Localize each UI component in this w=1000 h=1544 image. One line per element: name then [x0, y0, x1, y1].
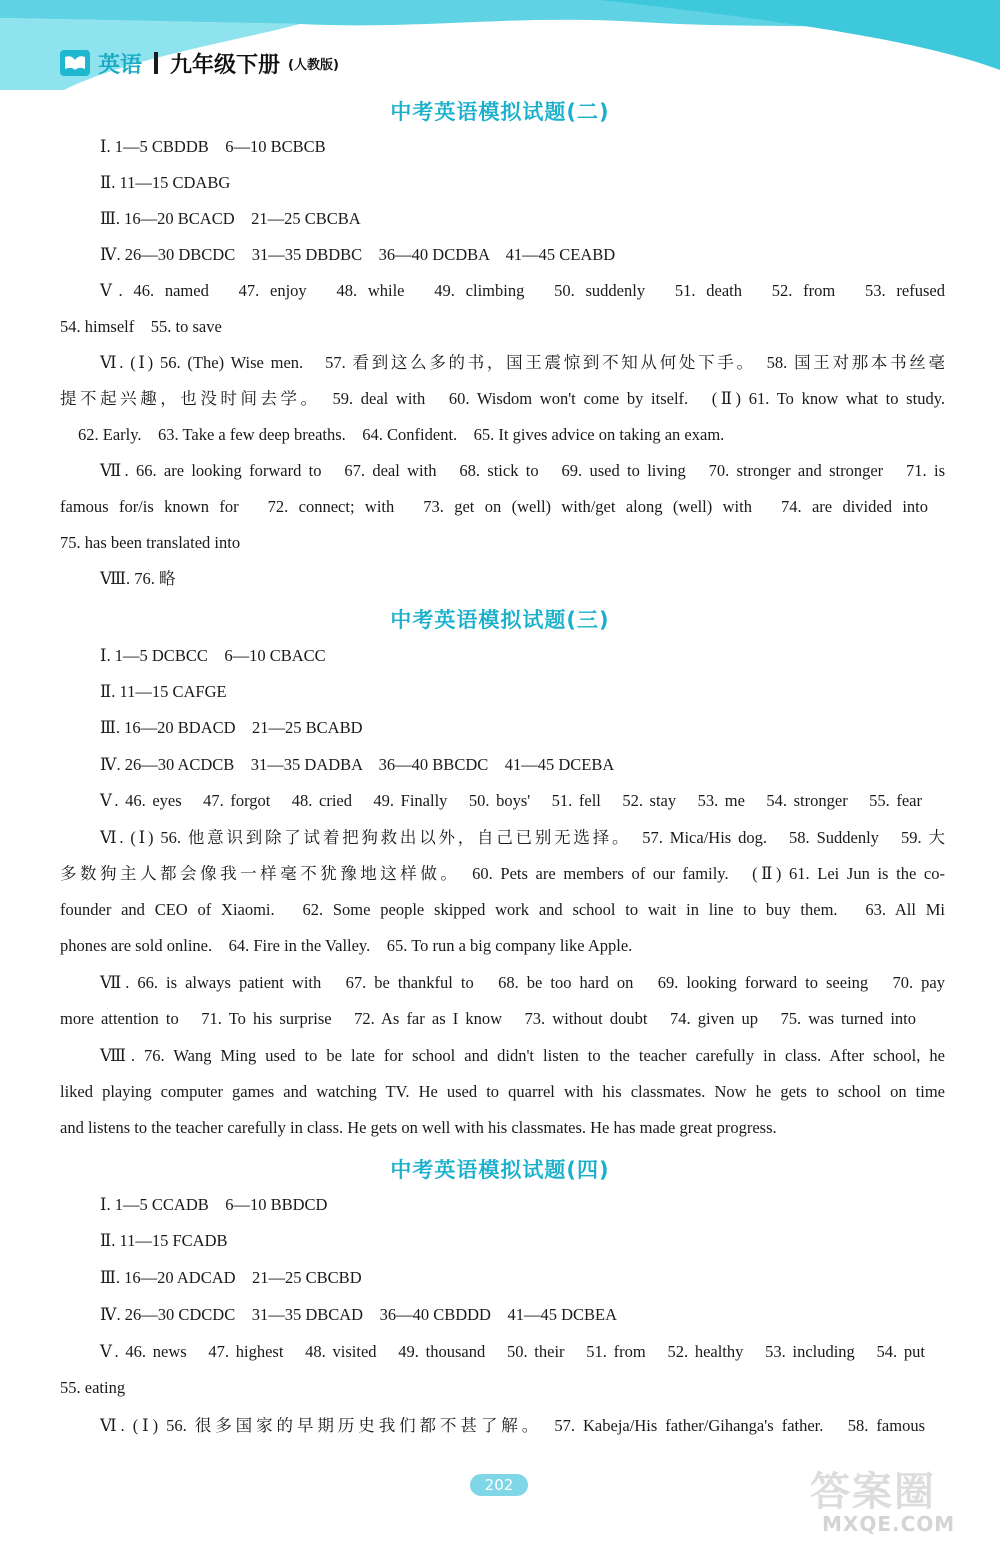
answer-line: Ⅳ. 26—30 CDCDC 31—35 DBCAD 36—40 CBDDD 41—45 DCBEA	[100, 1305, 618, 1324]
answer-line: Ⅰ. 1—5 DCBCC 6—10 CBACC	[100, 646, 326, 665]
subject-label: 英语	[98, 52, 143, 78]
answer-line: Ⅰ. 1—5 CCADB 6—10 BBDCD	[100, 1195, 328, 1214]
answer-line: Ⅷ. 76. Wang Ming used to be late for school and didn't listen to the teacher carefully in class. After school, he	[100, 1046, 945, 1065]
answer-line: Ⅵ. (Ⅰ) 56. 他意识到除了试着把狗救出以外，自己已别无选择。 57. Mica/His dog. 58. Suddenly 59. 大	[100, 828, 945, 847]
answer-line: Ⅳ. 26—30 DBCDC 31—35 DBDBC 36—40 DCDBA 41—45 CEABD	[100, 245, 616, 264]
header-divider	[154, 52, 158, 74]
answer-line: founder and CEO of Xiaomi. 62. Some people skipped work and school to wait in line to buy them. 63. All Mi	[60, 900, 945, 919]
answer-line: Ⅱ. 11—15 CDABG	[100, 173, 231, 192]
answer-line: 55. eating	[60, 1378, 126, 1397]
answer-line: 54. himself 55. to save	[60, 317, 222, 336]
answer-line: Ⅶ. 66. are looking forward to 67. deal with 68. stick to 69. used to living 70. stronger and stronger 71. is	[100, 461, 945, 480]
answer-line: Ⅳ. 26—30 ACDCB 31—35 DADBA 36—40 BBCDC 41—45 DCEBA	[100, 755, 615, 774]
answer-line: Ⅵ. (Ⅰ) 56. (The) Wise men. 57. 看到这么多的书，国王震惊到不知从何处下手。 58. 国王对那本书丝毫	[100, 353, 945, 372]
book-logo-icon	[60, 50, 90, 76]
answer-line: 多数狗主人都会像我一样毫不犹豫地这样做。 60. Pets are members of our family. (Ⅱ) 61. Lei Jun is the co-	[60, 864, 945, 883]
answer-line: phones are sold online. 64. Fire in the Valley. 65. To run a big company like Apple.	[60, 936, 633, 955]
answer-line: Ⅵ. (Ⅰ) 56. 很多国家的早期历史我们都不甚了解。 57. Kabeja/His father/Gihanga's father. 58. famous	[100, 1416, 925, 1435]
answer-line: 62. Early. 63. Take a few deep breaths. 64. Confident. 65. It gives advice on taking an exam.	[78, 425, 725, 444]
section-title: 中考英语模拟试题(三)	[390, 608, 610, 632]
watermark	[800, 1460, 990, 1540]
edition-label: (人教版)	[288, 57, 339, 73]
answer-line: Ⅲ. 16—20 BCACD 21—25 CBCBA	[100, 209, 361, 228]
answer-line: Ⅶ. 66. is always patient with 67. be thankful to 68. be too hard on 69. looking forward to seeing 70. pay	[100, 973, 945, 992]
answer-line: liked playing computer games and watching TV. He used to quarrel with his classmates. Now he gets to school on time	[60, 1082, 945, 1101]
answer-line: Ⅲ. 16—20 ADCAD 21—25 CBCBD	[100, 1268, 362, 1287]
answer-line: Ⅱ. 11—15 FCADB	[100, 1231, 228, 1250]
answer-line: Ⅰ. 1—5 CBDDB 6—10 BCBCB	[100, 137, 326, 156]
answer-line: 75. has been translated into	[60, 533, 241, 552]
grade-label: 九年级下册	[170, 52, 281, 78]
answer-line: famous for/is known for 72. connect; with 73. get on (well) with/get along (well) with 74. are divided into	[60, 497, 928, 516]
answer-line: and listens to the teacher carefully in class. He gets on well with his classmates. He has made great progress.	[60, 1118, 777, 1137]
answer-line: Ⅴ. 46. news 47. highest 48. visited 49. thousand 50. their 51. from 52. healthy 53. including 54. put	[100, 1342, 925, 1361]
watermark-url: MXQE.COM	[822, 1512, 956, 1536]
answer-line: Ⅴ. 46. named 47. enjoy 48. while 49. climbing 50. suddenly 51. death 52. from 53. refused	[100, 281, 945, 300]
section-title: 中考英语模拟试题(四)	[390, 1158, 610, 1182]
answer-line: more attention to 71. To his surprise 72. As far as I know 73. without doubt 74. given up 75. was turned into	[60, 1009, 916, 1028]
page-number: 202	[470, 1474, 528, 1496]
answer-line: Ⅴ. 46. eyes 47. forgot 48. cried 49. Finally 50. boys' 51. fell 52. stay 53. me 54. stronger 55. fear	[100, 791, 922, 810]
watermark-text: 答案圈	[810, 1469, 936, 1515]
answer-line: Ⅱ. 11—15 CAFGE	[100, 682, 227, 701]
section-title: 中考英语模拟试题(二)	[390, 100, 610, 124]
answer-line: Ⅲ. 16—20 BDACD 21—25 BCABD	[100, 718, 363, 737]
answer-line: 提不起兴趣，也没时间去学。 59. deal with 60. Wisdom won't come by itself. (Ⅱ) 61. To know what to study.	[60, 389, 945, 408]
answer-line: Ⅷ. 76. 略	[100, 569, 176, 588]
page-header	[60, 46, 339, 80]
